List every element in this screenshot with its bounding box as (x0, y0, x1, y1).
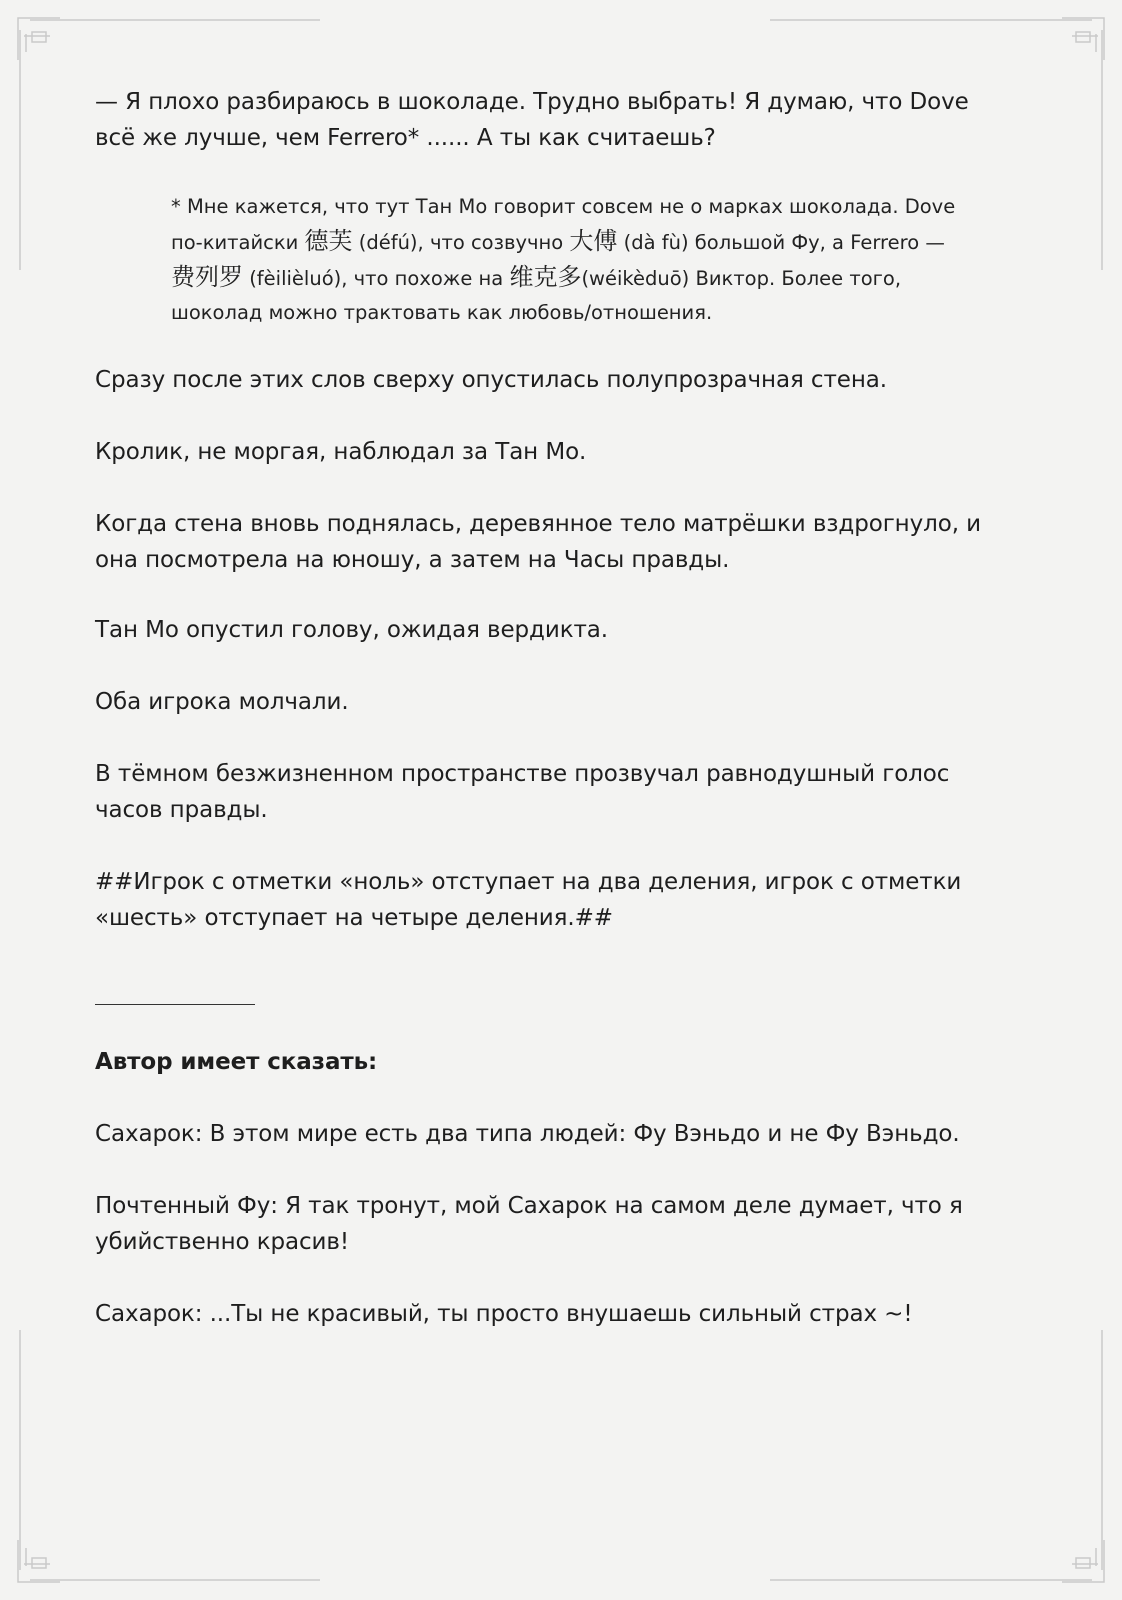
text-line: она посмотрела на юношу, а затем на Часы правды. (95, 547, 730, 573)
footnote (171, 190, 1031, 330)
paragraph (95, 434, 1035, 470)
paragraph-dialogue (95, 84, 1035, 156)
paragraph (95, 506, 1035, 578)
text-line: всё же лучше, чем Ferrero* ...... А ты как считаешь? (95, 125, 716, 151)
footnote-text: по-китайски (171, 231, 305, 254)
paragraph (95, 756, 1035, 828)
heading-text: Автор имеет сказать: (95, 1049, 378, 1075)
author-note-heading (95, 1044, 1035, 1080)
footnote-cjk: 德芙 (304, 227, 353, 255)
author-note-paragraph (95, 1188, 1035, 1260)
footnote-line: * Мне кажется, что тут Тан Мо говорит совсем не о марках шоколада. Dove (171, 195, 956, 218)
text-line: Почтенный Фу: Я так тронут, мой Сахарок на самом деле думает, что я (95, 1193, 963, 1219)
text-line: убийственно красив! (95, 1229, 349, 1255)
footnote-line: шоколад можно трактовать как любовь/отношения. (171, 301, 713, 324)
paragraph-system-message (95, 864, 1035, 936)
footnote-text: (wéikèduō) Виктор. Более того, (581, 267, 902, 290)
text-line: Сразу после этих слов сверху опустилась полупрозрачная стена. (95, 367, 887, 393)
author-note-paragraph (95, 1116, 1035, 1152)
section-separator (95, 1004, 255, 1005)
footnote-cjk: 大傅 (569, 227, 618, 255)
text-line: «шесть» отступает на четыре деления.## (95, 905, 613, 931)
text-line: Оба игрока молчали. (95, 689, 349, 715)
text-line: ##Игрок с отметки «ноль» отступает на два деления, игрок с отметки (95, 869, 962, 895)
paragraph (95, 612, 1035, 648)
text-line: Сахарок: В этом мире есть два типа людей: Фу Вэньдо и не Фу Вэньдо. (95, 1121, 960, 1147)
text-line: Сахарок: ...Ты не красивый, ты просто внушаешь сильный страх ~! (95, 1301, 913, 1327)
footnote-text: (fèilièluó), что похоже на (243, 267, 510, 290)
text-line: В тёмном безжизненном пространстве прозвучал равнодушный голос (95, 761, 950, 787)
footnote-cjk: 费列罗 (171, 263, 243, 291)
paragraph (95, 684, 1035, 720)
paragraph (95, 362, 1035, 398)
footnote-text: (dà fù) большой Фу, а Ferrero — (617, 231, 945, 254)
text-line: — Я плохо разбираюсь в шоколаде. Трудно выбрать! Я думаю, что Dove (95, 89, 969, 115)
text-line: Когда стена вновь поднялась, деревянное тело матрёшки вздрогнуло, и (95, 511, 981, 537)
text-line: часов правды. (95, 797, 268, 823)
text-line: Тан Мо опустил голову, ожидая вердикта. (95, 617, 608, 643)
footnote-text: (défú), что созвучно (352, 231, 570, 254)
footnote-cjk: 维克多 (509, 263, 582, 291)
author-note-paragraph (95, 1296, 1035, 1332)
text-line: Кролик, не моргая, наблюдал за Тан Мо. (95, 439, 587, 465)
